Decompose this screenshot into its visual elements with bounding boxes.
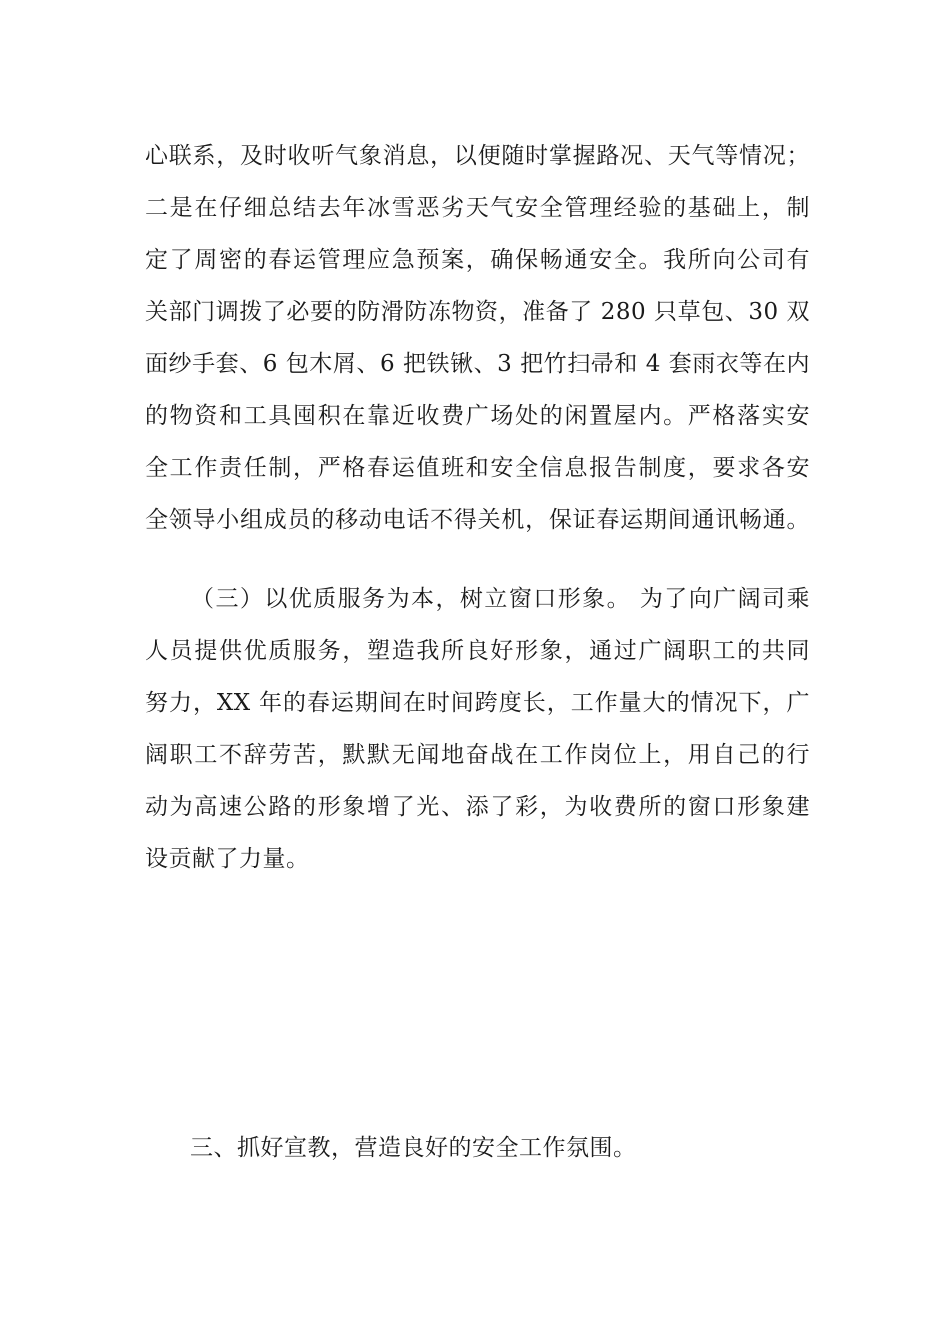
paragraph-line: 努力，XX 年的春运期间在时间跨度长，工作量大的情况下，广 bbox=[145, 690, 810, 716]
paragraph-line: 二是在仔细总结去年冰雪恶劣天气安全管理经验的基础上，制 bbox=[145, 195, 810, 221]
paragraph-line: 面纱手套、6 包木屑、6 把铁锹、3 把竹扫帚和 4 套雨衣等在内 bbox=[145, 351, 810, 377]
paragraph-line: 定了周密的春运管理应急预案，确保畅通安全。我所向公司有 bbox=[145, 247, 810, 273]
paragraph-line: 心联系，及时收听气象消息，以便随时掌握路况、天气等情况； bbox=[145, 143, 810, 169]
paragraph-line: 人员提供优质服务，塑造我所良好形象，通过广阔职工的共同 bbox=[145, 638, 810, 664]
paragraph-2 bbox=[145, 573, 810, 885]
paragraph-line: 全工作责任制，严格春运值班和安全信息报告制度，要求各安 bbox=[145, 455, 810, 481]
paragraph-1 bbox=[145, 130, 810, 546]
paragraph-line: （三）以优质服务为本，树立窗口形象。 为了向广阔司乘 bbox=[191, 586, 810, 612]
paragraph-line: 动为高速公路的形象增了光、添了彩，为收费所的窗口形象建 bbox=[145, 794, 810, 820]
paragraph-line: 设贡献了力量。 bbox=[145, 846, 310, 872]
paragraph-line: 阔职工不辞劳苦，默默无闻地奋战在工作岗位上，用自己的行 bbox=[145, 742, 810, 768]
paragraph-line: 的物资和工具囤积在靠近收费广场处的闲置屋内。严格落实安 bbox=[145, 403, 810, 429]
section-heading: 三、抓好宣教，营造良好的安全工作氛围。 bbox=[190, 1135, 637, 1161]
paragraph-line: 关部门调拨了必要的防滑防冻物资，准备了 280 只草包、30 双 bbox=[145, 299, 810, 325]
paragraph-line: 全领导小组成员的移动电话不得关机，保证春运期间通讯畅通。 bbox=[145, 507, 810, 533]
